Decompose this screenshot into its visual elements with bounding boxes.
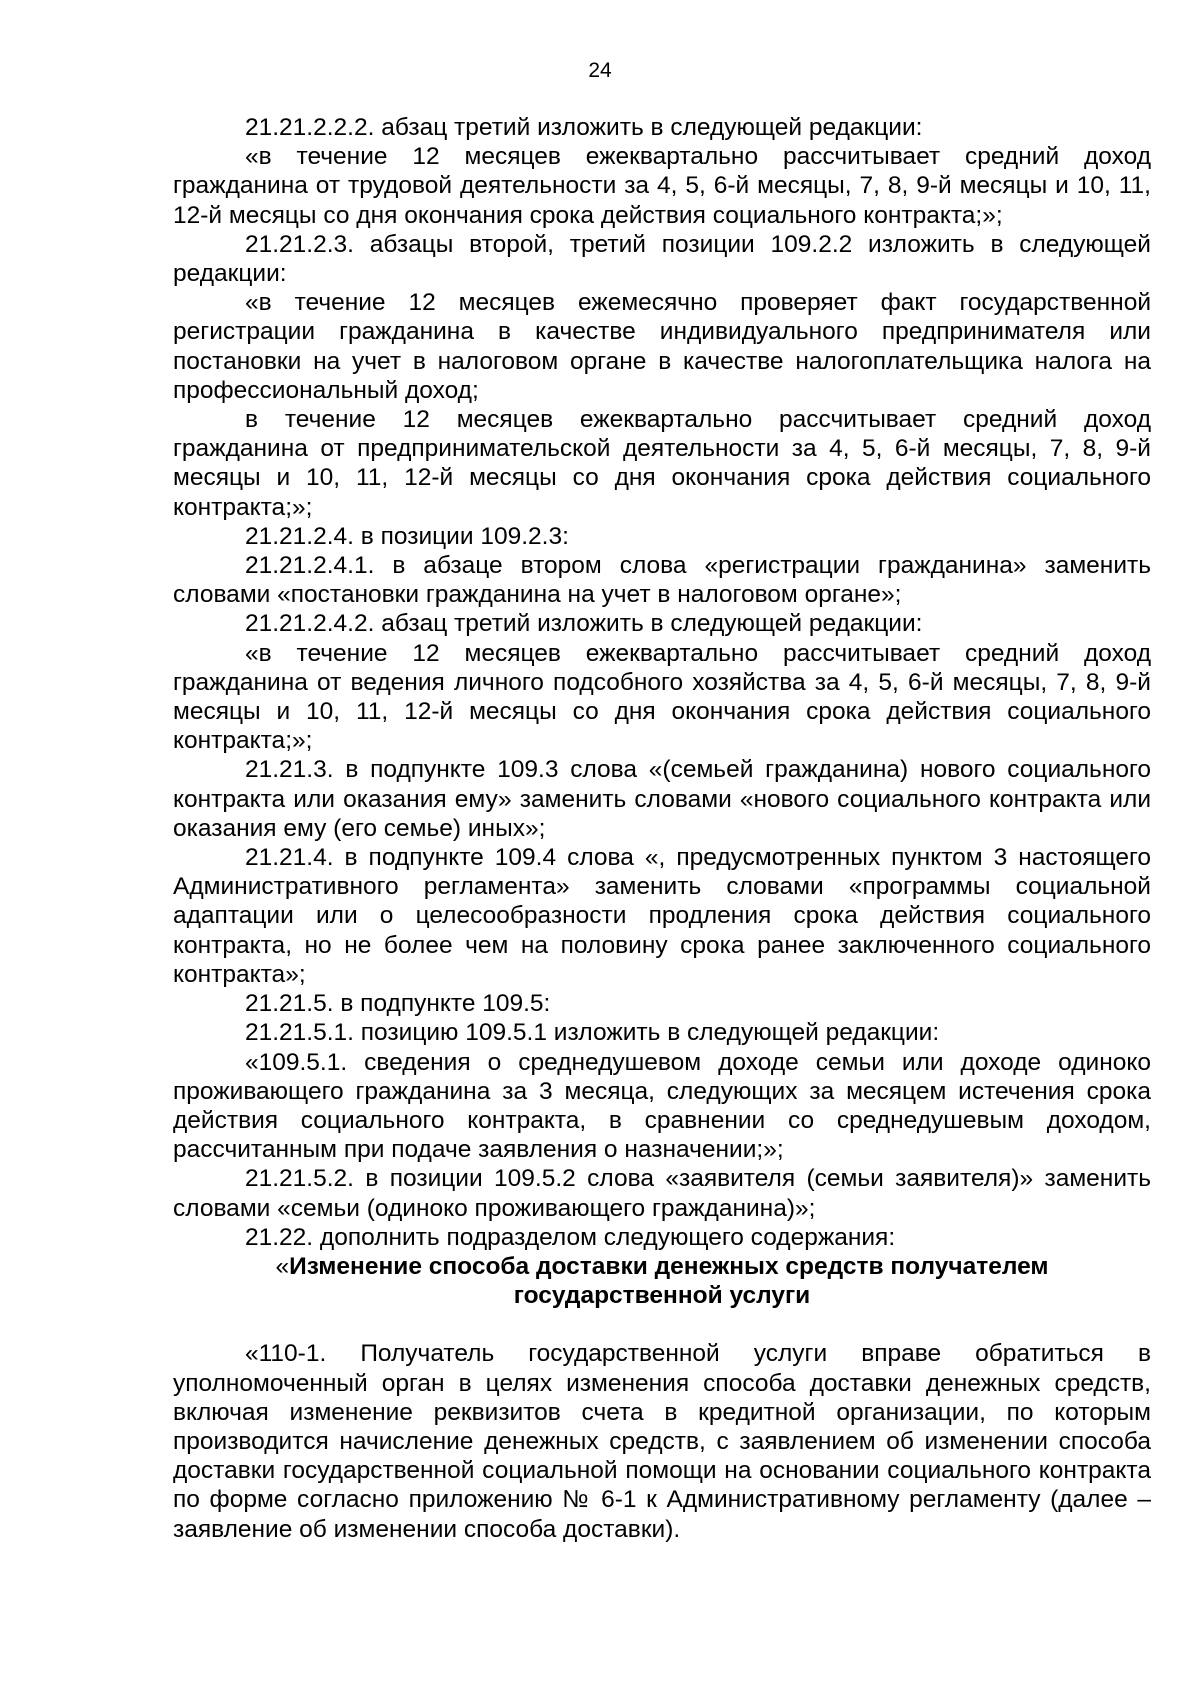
paragraph: «в течение 12 месяцев ежеквартально рассчитывает средний доход гражданина от трудовой деятельности за 4, 5, 6-й месяцы, 7, 8, 9-й месяцы и 10, 11, 12-й месяцы со дня окончания срока действия социального контракта;»; xyxy=(173,143,1151,229)
paragraph: 21.21.2.4.2. абзац третий изложить в следующей редакции: xyxy=(245,610,923,638)
heading-open-quote: « xyxy=(275,1252,290,1280)
paragraph: «в течение 12 месяцев ежемесячно проверяет факт государственной регистрации гражданина в качестве индивидуального предпринимателя или постановки на учет в налоговом органе в качестве налогоплательщика налога на профессиональный доход; xyxy=(173,289,1151,404)
subsection-heading-line-2: государственной услуги xyxy=(513,1282,811,1310)
document-body xyxy=(173,113,1151,1544)
paragraph: 21.21.5.2. в позиции 109.5.2 слова «заявителя (семьи заявителя)» заменить словами «семьи (одиноко проживающего гражданина)»; xyxy=(173,1165,1151,1222)
paragraph: 21.21.2.4.1. в абзаце втором слова «регистрации гражданина» заменить словами «постановки гражданина на учет в налоговом органе»; xyxy=(173,552,1151,609)
paragraph: 21.21.2.3. абзацы второй, третий позиции 109.2.2 изложить в следующей редакции: xyxy=(173,230,1151,288)
subsection-heading-line-1 xyxy=(173,1252,1151,1281)
paragraph: 21.21.5. в подпункте 109.5: xyxy=(245,990,551,1018)
paragraph: «110-1. Получатель государственной услуги вправе обратиться в уполномоченный орган в целях изменения способа доставки денежных средств, включая изменение реквизитов счета в кредитной организации, по которым производится начисление денежных средств, с заявлением об изменении способа доставки государственной социальной помощи на основании социального контракта по форме согласно приложению № 6-1 к Административному регламенту (далее – заявление об изменении способа доставки). xyxy=(173,1340,1151,1543)
page-number: 24 xyxy=(588,59,612,82)
paragraph: 21.21.2.4. в позиции 109.2.3: xyxy=(245,522,569,550)
paragraph: 21.21.3. в подпункте 109.3 слова «(семьей гражданина) нового социального контракта или оказания ему» заменить словами «нового социального контракта или оказания ему (его семье) иных»; xyxy=(173,756,1151,842)
paragraph: 21.21.5.1. позицию 109.5.1 изложить в следующей редакции: xyxy=(245,1019,940,1047)
heading-line-1-text: Изменение способа доставки денежных средств получателем xyxy=(289,1252,1049,1280)
paragraph: 21.22. дополнить подразделом следующего содержания: xyxy=(245,1223,896,1251)
paragraph: 21.21.4. в подпункте 109.4 слова «, предусмотренных пунктом 3 настоящего Административного регламента» заменить словами «программы социальной адаптации или о целесообразности продления срока действия социального контракта, но не более чем на половину срока ранее заключенного социального контракта»; xyxy=(173,844,1151,988)
subsection-heading xyxy=(173,1252,1151,1310)
paragraph: 21.21.2.2.2. абзац третий изложить в следующей редакции: xyxy=(245,114,923,141)
paragraph: «в течение 12 месяцев ежеквартально рассчитывает средний доход гражданина от ведения личного подсобного хозяйства за 4, 5, 6-й месяцы, 7, 8, 9-й месяцы и 10, 11, 12-й месяцы со дня окончания срока действия социального контракта;»; xyxy=(173,639,1151,755)
paragraph: в течение 12 месяцев ежеквартально рассчитывает средний доход гражданина от предпринимательской деятельности за 4, 5, 6-й месяцы, 7, 8, 9-й месяцы и 10, 11, 12-й месяцы со дня окончания срока действия социального контракта;»; xyxy=(173,406,1151,521)
paragraph: «109.5.1. сведения о среднедушевом доходе семьи или доходе одиноко проживающего гражданина за 3 месяца, следующих за месяцем истечения срока действия социального контракта, в сравнении со среднедушевым доходом, рассчитанным при подаче заявления о назначении;»; xyxy=(173,1048,1151,1164)
blank-line xyxy=(173,1310,1151,1339)
